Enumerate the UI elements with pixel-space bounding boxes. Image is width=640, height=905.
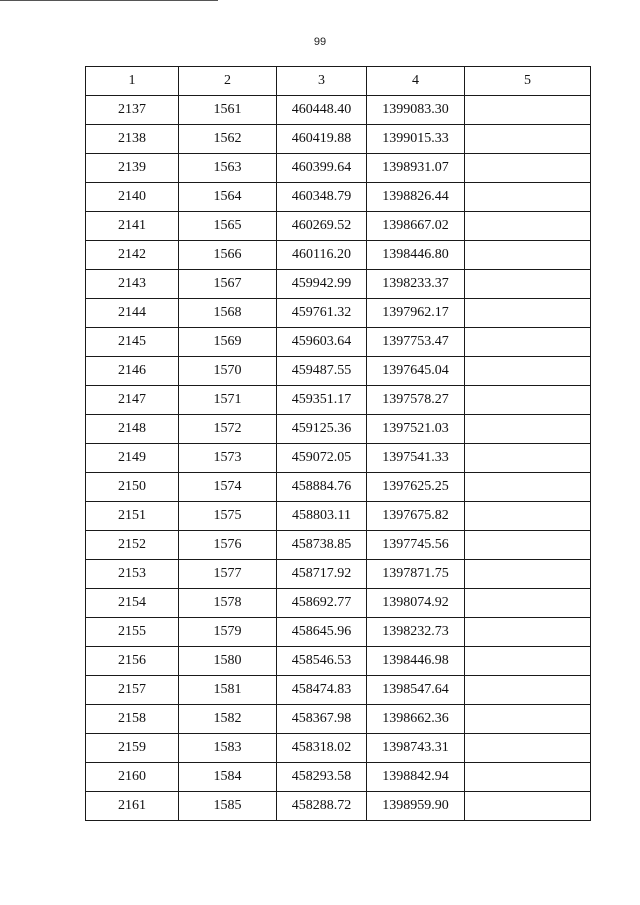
table-cell-col-2: 1566 — [179, 241, 277, 270]
table-cell-col-5 — [465, 444, 591, 473]
table-cell-col-3: 458738.85 — [277, 531, 367, 560]
table-cell-col-2: 1563 — [179, 154, 277, 183]
table-cell-col-1: 2140 — [86, 183, 179, 212]
table-cell-col-5 — [465, 357, 591, 386]
table-cell-col-4: 1398233.37 — [367, 270, 465, 299]
table-cell-col-3: 459942.99 — [277, 270, 367, 299]
table-cell-col-4: 1397745.56 — [367, 531, 465, 560]
table-row — [86, 415, 591, 444]
table-cell-col-4: 1398743.31 — [367, 734, 465, 763]
table-cell-col-1: 2139 — [86, 154, 179, 183]
table-cell-col-3: 458692.77 — [277, 589, 367, 618]
table-cell-col-5 — [465, 212, 591, 241]
table-cell-col-1: 2159 — [86, 734, 179, 763]
table-cell-col-1: 2157 — [86, 676, 179, 705]
table-cell-col-5 — [465, 502, 591, 531]
table-cell-col-4: 1398662.36 — [367, 705, 465, 734]
table-cell-col-2: 1579 — [179, 618, 277, 647]
table-cell-col-5 — [465, 96, 591, 125]
table-cell-col-4: 1397645.04 — [367, 357, 465, 386]
table-row — [86, 96, 591, 125]
table-cell-col-5 — [465, 560, 591, 589]
table-row — [86, 647, 591, 676]
table-row — [86, 531, 591, 560]
table-row — [86, 792, 591, 821]
table-row — [86, 618, 591, 647]
table-cell-col-5 — [465, 183, 591, 212]
table-cell-col-3: 460116.20 — [277, 241, 367, 270]
table-row — [86, 676, 591, 705]
table-cell-col-2: 1581 — [179, 676, 277, 705]
table-cell-col-3: 458803.11 — [277, 502, 367, 531]
table-cell-col-2: 1580 — [179, 647, 277, 676]
coordinates-table — [85, 66, 591, 821]
table-cell-col-2: 1569 — [179, 328, 277, 357]
table-cell-col-3: 458318.02 — [277, 734, 367, 763]
table-row — [86, 444, 591, 473]
table-row — [86, 125, 591, 154]
table-cell-col-4: 1397753.47 — [367, 328, 465, 357]
table-cell-col-1: 2144 — [86, 299, 179, 328]
table-cell-col-5 — [465, 618, 591, 647]
table-cell-col-1: 2146 — [86, 357, 179, 386]
table-cell-col-1: 2160 — [86, 763, 179, 792]
table-cell-col-5 — [465, 386, 591, 415]
table-cell-col-5 — [465, 531, 591, 560]
table-cell-col-4: 1399015.33 — [367, 125, 465, 154]
table-cell-col-5 — [465, 415, 591, 444]
table-cell-col-5 — [465, 154, 591, 183]
table-cell-col-3: 459603.64 — [277, 328, 367, 357]
table-cell-col-2: 1584 — [179, 763, 277, 792]
table-cell-col-1: 2150 — [86, 473, 179, 502]
table-row — [86, 386, 591, 415]
column-header-1: 1 — [86, 67, 179, 96]
table-cell-col-1: 2143 — [86, 270, 179, 299]
table-cell-col-2: 1570 — [179, 357, 277, 386]
table-cell-col-5 — [465, 763, 591, 792]
table-cell-col-5 — [465, 473, 591, 502]
table-row — [86, 357, 591, 386]
table-row — [86, 241, 591, 270]
column-header-4: 4 — [367, 67, 465, 96]
table-cell-col-4: 1398826.44 — [367, 183, 465, 212]
table-cell-col-3: 458474.83 — [277, 676, 367, 705]
table-cell-col-2: 1571 — [179, 386, 277, 415]
table-cell-col-3: 458367.98 — [277, 705, 367, 734]
table-cell-col-4: 1399083.30 — [367, 96, 465, 125]
top-rule — [0, 0, 218, 1]
table-cell-col-4: 1398547.64 — [367, 676, 465, 705]
table-cell-col-1: 2138 — [86, 125, 179, 154]
table-cell-col-3: 459351.17 — [277, 386, 367, 415]
table-row — [86, 560, 591, 589]
table-cell-col-5 — [465, 125, 591, 154]
table-cell-col-1: 2151 — [86, 502, 179, 531]
table-cell-col-5 — [465, 589, 591, 618]
table-row — [86, 473, 591, 502]
table-cell-col-3: 458645.96 — [277, 618, 367, 647]
table-cell-col-1: 2148 — [86, 415, 179, 444]
column-header-2: 2 — [179, 67, 277, 96]
table-cell-col-1: 2155 — [86, 618, 179, 647]
table-cell-col-1: 2141 — [86, 212, 179, 241]
table-cell-col-4: 1398667.02 — [367, 212, 465, 241]
page-number: 99 — [313, 36, 327, 48]
table-header-row — [86, 67, 591, 96]
table-cell-col-3: 460419.88 — [277, 125, 367, 154]
table-cell-col-1: 2153 — [86, 560, 179, 589]
table-cell-col-1: 2137 — [86, 96, 179, 125]
table-cell-col-5 — [465, 676, 591, 705]
table-cell-col-4: 1397962.17 — [367, 299, 465, 328]
table-cell-col-4: 1397675.82 — [367, 502, 465, 531]
table-cell-col-3: 458717.92 — [277, 560, 367, 589]
table-cell-col-2: 1583 — [179, 734, 277, 763]
table-cell-col-2: 1576 — [179, 531, 277, 560]
column-header-3: 3 — [277, 67, 367, 96]
table-cell-col-1: 2156 — [86, 647, 179, 676]
table-cell-col-4: 1398232.73 — [367, 618, 465, 647]
table-cell-col-5 — [465, 299, 591, 328]
table-row — [86, 270, 591, 299]
table-cell-col-5 — [465, 647, 591, 676]
table-cell-col-3: 459761.32 — [277, 299, 367, 328]
table-cell-col-2: 1577 — [179, 560, 277, 589]
table-cell-col-5 — [465, 734, 591, 763]
table-cell-col-3: 458293.58 — [277, 763, 367, 792]
table-cell-col-4: 1398446.80 — [367, 241, 465, 270]
table-cell-col-1: 2142 — [86, 241, 179, 270]
table-cell-col-2: 1585 — [179, 792, 277, 821]
table-cell-col-4: 1397625.25 — [367, 473, 465, 502]
table-row — [86, 299, 591, 328]
table-cell-col-4: 1398959.90 — [367, 792, 465, 821]
table-cell-col-5 — [465, 270, 591, 299]
table-row — [86, 328, 591, 357]
table-cell-col-3: 460399.64 — [277, 154, 367, 183]
table-cell-col-2: 1561 — [179, 96, 277, 125]
table-cell-col-3: 458546.53 — [277, 647, 367, 676]
table-cell-col-1: 2145 — [86, 328, 179, 357]
table-cell-col-2: 1582 — [179, 705, 277, 734]
table-cell-col-5 — [465, 241, 591, 270]
table-cell-col-3: 460348.79 — [277, 183, 367, 212]
table-cell-col-4: 1398074.92 — [367, 589, 465, 618]
table-cell-col-3: 458288.72 — [277, 792, 367, 821]
table-cell-col-2: 1567 — [179, 270, 277, 299]
table-cell-col-4: 1397521.03 — [367, 415, 465, 444]
table-cell-col-4: 1397541.33 — [367, 444, 465, 473]
table-cell-col-4: 1398931.07 — [367, 154, 465, 183]
table-row — [86, 589, 591, 618]
table-cell-col-2: 1573 — [179, 444, 277, 473]
table-cell-col-1: 2149 — [86, 444, 179, 473]
table-cell-col-2: 1574 — [179, 473, 277, 502]
table-row — [86, 705, 591, 734]
table-cell-col-1: 2158 — [86, 705, 179, 734]
table-cell-col-3: 459072.05 — [277, 444, 367, 473]
table-cell-col-3: 460269.52 — [277, 212, 367, 241]
table-cell-col-1: 2152 — [86, 531, 179, 560]
table-cell-col-1: 2147 — [86, 386, 179, 415]
table-row — [86, 734, 591, 763]
table-cell-col-3: 458884.76 — [277, 473, 367, 502]
table-cell-col-2: 1578 — [179, 589, 277, 618]
table-cell-col-3: 459125.36 — [277, 415, 367, 444]
table-cell-col-2: 1568 — [179, 299, 277, 328]
table-row — [86, 183, 591, 212]
table-cell-col-5 — [465, 705, 591, 734]
table-cell-col-3: 460448.40 — [277, 96, 367, 125]
table-cell-col-4: 1397871.75 — [367, 560, 465, 589]
column-header-5: 5 — [465, 67, 591, 96]
table-cell-col-2: 1565 — [179, 212, 277, 241]
table-cell-col-1: 2154 — [86, 589, 179, 618]
table-cell-col-3: 459487.55 — [277, 357, 367, 386]
table-row — [86, 154, 591, 183]
table-row — [86, 502, 591, 531]
table-cell-col-5 — [465, 328, 591, 357]
table-cell-col-4: 1397578.27 — [367, 386, 465, 415]
table-cell-col-2: 1572 — [179, 415, 277, 444]
table-cell-col-5 — [465, 792, 591, 821]
table-cell-col-2: 1575 — [179, 502, 277, 531]
table-cell-col-2: 1564 — [179, 183, 277, 212]
table-cell-col-4: 1398446.98 — [367, 647, 465, 676]
table-row — [86, 763, 591, 792]
table-cell-col-1: 2161 — [86, 792, 179, 821]
table-cell-col-2: 1562 — [179, 125, 277, 154]
table-body — [86, 96, 591, 821]
table-cell-col-4: 1398842.94 — [367, 763, 465, 792]
table-row — [86, 212, 591, 241]
